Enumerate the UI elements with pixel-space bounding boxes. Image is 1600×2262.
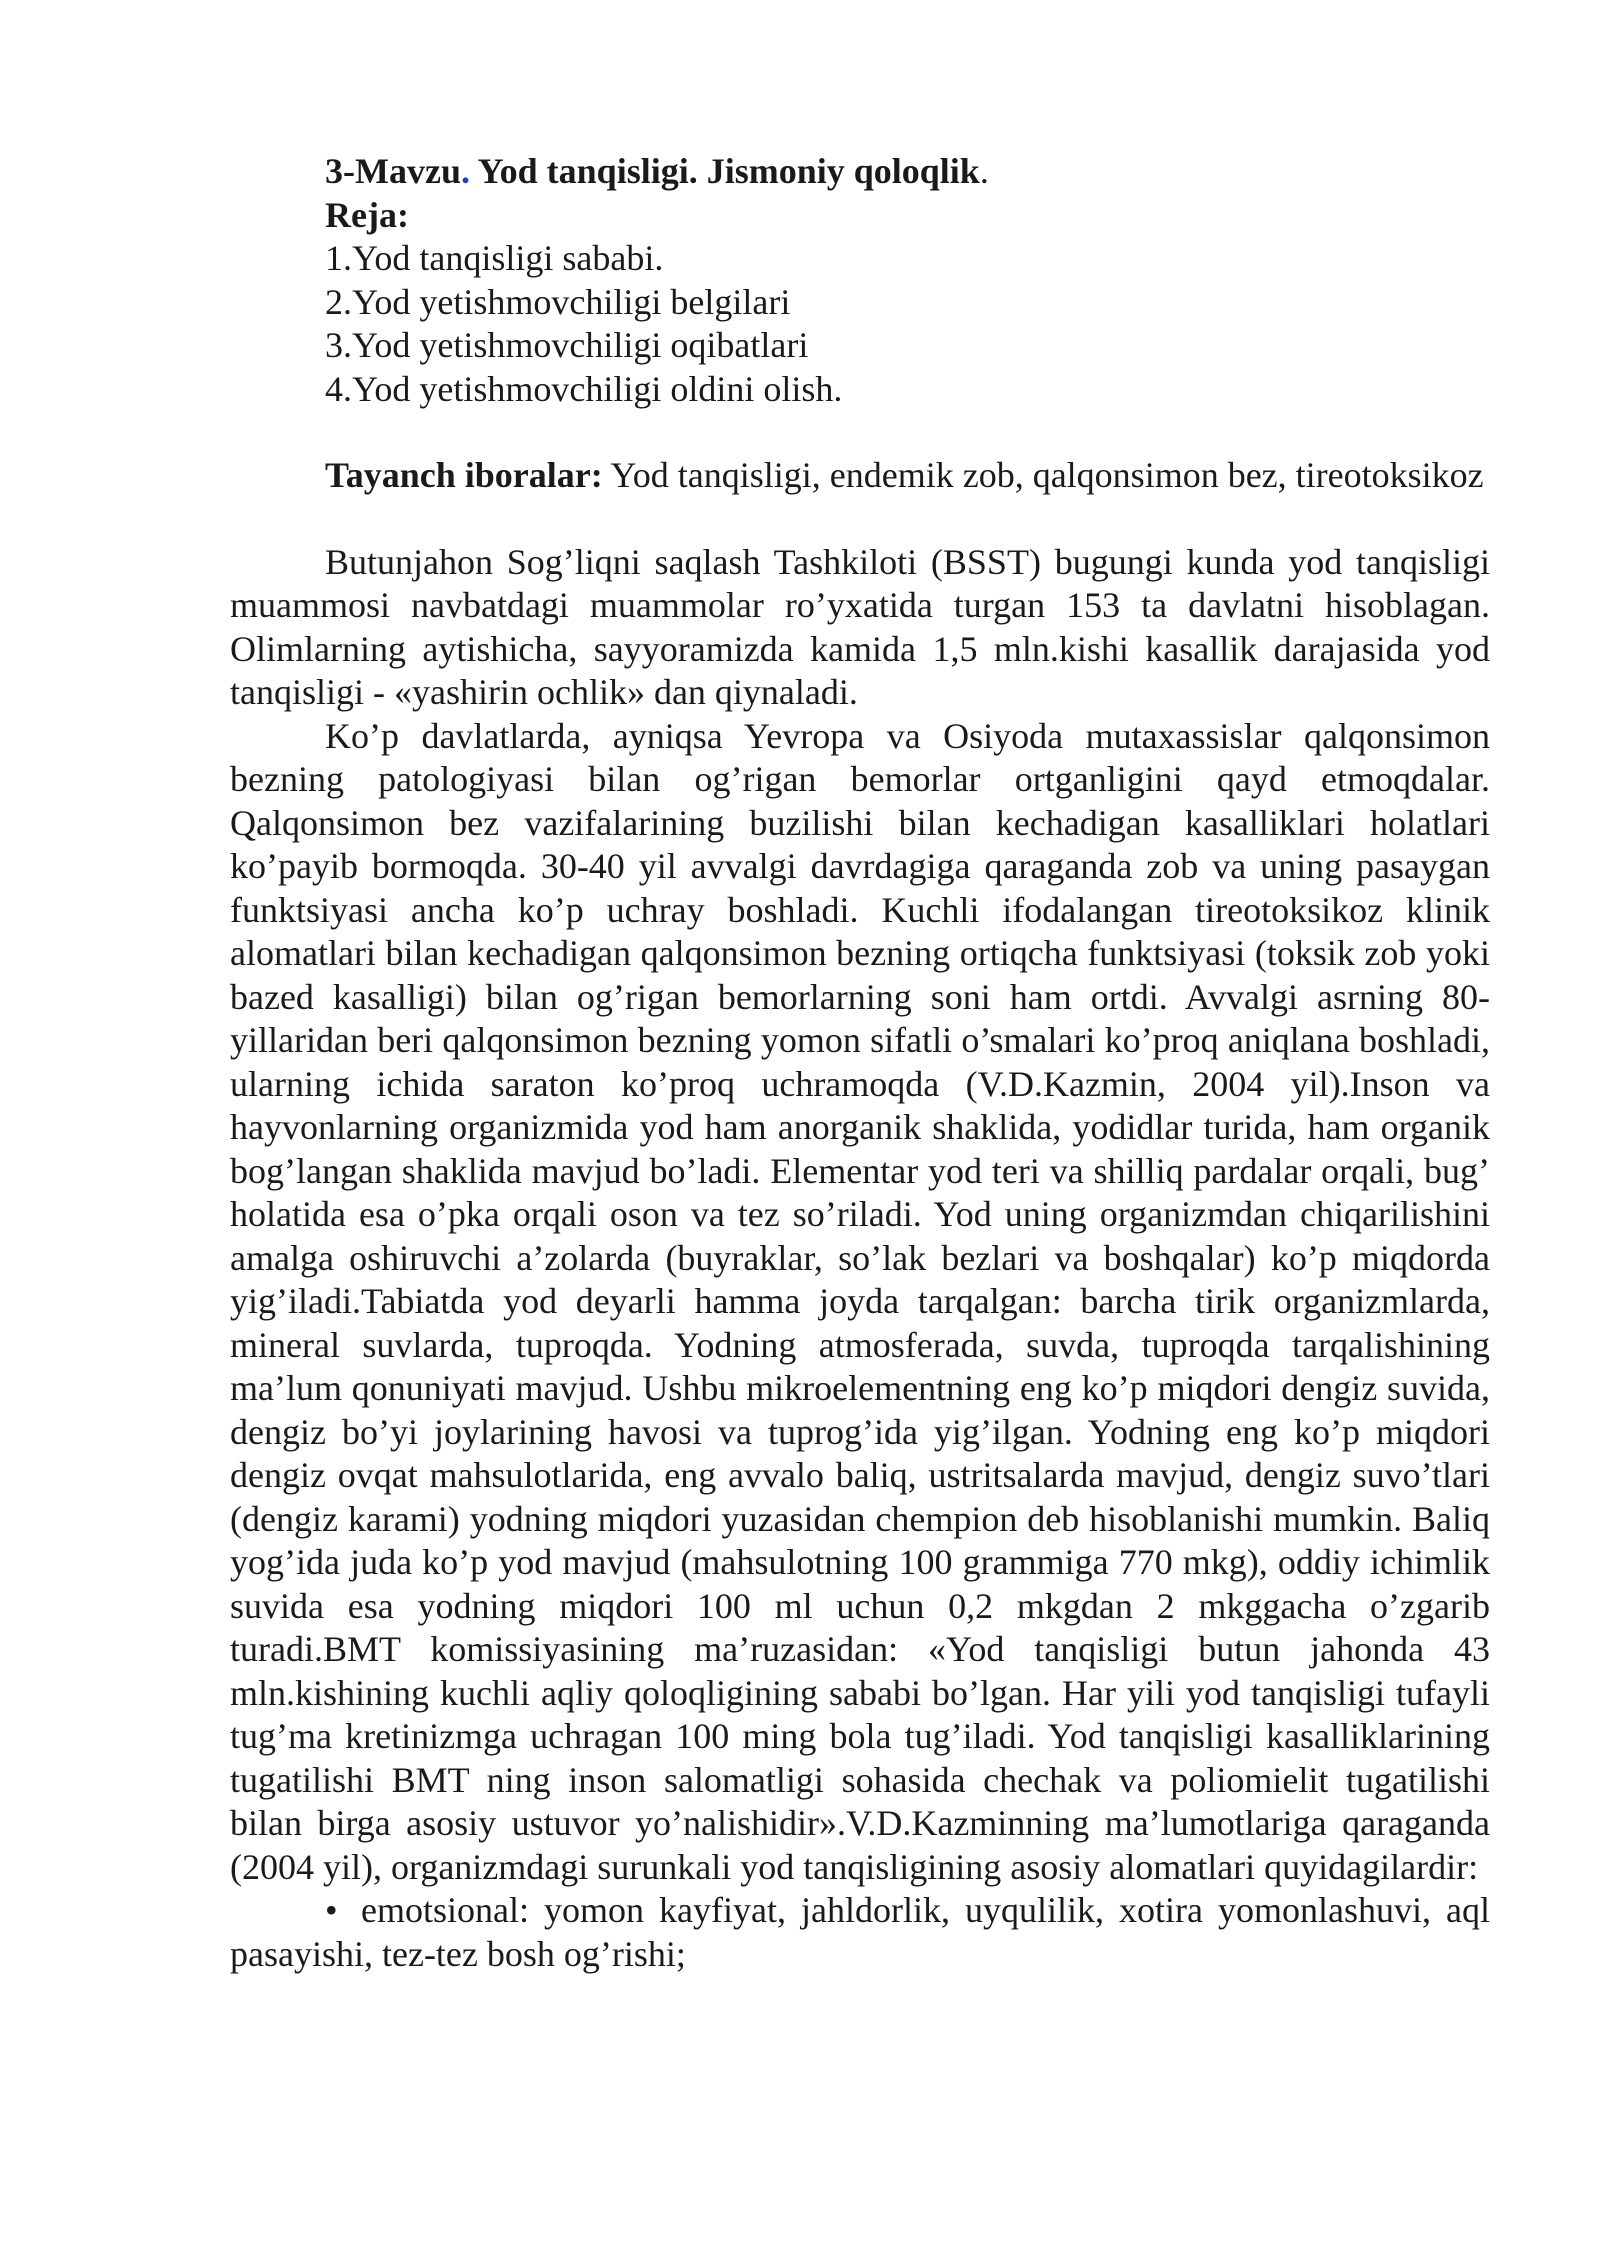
bullet-text: emotsional: yomon kayfiyat, jahldorlik, uyqulilik, xotira yomonlashuvi, aql pasayishi, tez-tez bosh og’rishi; <box>230 1890 1490 1974</box>
body-paragraph: Butunjahon Sog’liqni saqlash Tashkiloti (BSST) bugungi kunda yod tanqisligi muammosi navbatdagi muammolar ro’yxatida turgan 153 ta davlatni hisoblagan. Olimlarning aytishicha, sayyoramizda kamida 1,5 mln.kishi kasallik darajasida yod tanqisligi - «yashirin ochlik» dan qiynaladi. <box>230 541 1490 712</box>
plan-item: 4.Yod yetishmovchiligi oldini olish. <box>325 368 843 409</box>
plan-title: Reja: <box>325 194 409 235</box>
plan-item: 2.Yod yetishmovchiligi belgilari <box>325 281 791 322</box>
bullet-mark: • <box>325 1890 338 1930</box>
topic-number: 3-Mavzu <box>325 151 461 191</box>
keywords-label: Tayanch iboralar: <box>325 455 603 495</box>
document-page <box>230 150 1490 1976</box>
spacer <box>230 498 1490 541</box>
bullet-item <box>230 1889 1490 1976</box>
keywords-text: Yod tanqisligi, endemik zob, qalqonsimon bez, tireotoksikoz <box>602 455 1484 495</box>
topic-end: . <box>979 151 989 191</box>
plan-item: 1.Yod tanqisligi sababi. <box>325 238 664 278</box>
topic-heading <box>325 150 1490 194</box>
plan-item: 3.Yod yetishmovchiligi oqibatlari <box>325 325 809 365</box>
spacer <box>230 411 1490 454</box>
keywords-paragraph <box>230 454 1490 498</box>
topic-dot: . <box>460 151 470 191</box>
topic-title: Yod tanqisligi. Jismoniy qoloqlik <box>469 151 980 191</box>
body-paragraph: Ko’p davlatlarda, ayniqsa Yevropa va Osiyoda mutaxassislar qalqonsimon bezning patologiyasi bilan og’rigan bemorlar ortganligini qayd etmoqdalar. Qalqonsimon bez vazifalarining buzilishi bilan kechadigan kasalliklari holatlari ko’payib bormoqda. 30-40 yil avvalgi davrdagiga qaraganda zob va uning pasaygan funktsiyasi ancha ko’p uchray boshladi. Kuchli ifodalangan tireotoksikoz klinik alomatlari bilan kechadigan qalqonsimon bezning ortiqcha funktsiyasi (toksik zob yoki bazed kasalligi) bilan og’rigan bemorlarning soni ham ortdi. Avvalgi asrning 80-yillaridan beri qalqonsimon bezning yomon sifatli o’smalari ko’proq aniqlana boshladi, ularning ichida saraton ko’proq uchramoqda (V.D.Kazmin, 2004 yil).Inson va hayvonlarning organizmida yod ham anorganik shaklida, yodidlar turida, ham organik bog’langan shaklida mavjud bo’ladi. Elementar yod teri va shilliq pardalar orqali, bug’ holatida esa o’pka orqali oson va tez so’riladi. Yod uning organizmdan chiqarilishini amalga oshiruvchi a’zolarda (buyraklar, so’lak bezlari va boshqalar) ko’p miqdorda yig’iladi.Tabiatda yod deyarli hamma joyda tarqalgan: barcha tirik organizmlarda, mineral suvlarda, tuproqda. Yodning atmosferada, suvda, tuproqda tarqalishining ma’lum qonuniyati mavjud. Ushbu mikroelementning eng ko’p miqdori dengiz suvida, dengiz bo’yi joylarining havosi va tuprog’ida yig’ilgan. Yodning eng ko’p miqdori dengiz ovqat mahsulotlarida, eng avvalo baliq, ustritsalarda mavjud, dengiz suvo’tlari (dengiz karami) yodning miqdori yuzasidan chempion deb hisoblanishi mumkin. Baliq yog’ida juda ko’p yod mavjud (mahsulotning 100 grammiga 770 mkg), oddiy ichimlik suvida esa yodning miqdori 100 ml uchun 0,2 mkgdan 2 mkggacha o’zgarib turadi.BMT komissiyasining ma’ruzasidan: «Yod tanqisligi butun jahonda 43 mln.kishining kuchli aqliy qoloqligining sababi bo’lgan. Har yili yod tanqisligi tufayli tug’ma kretinizmga uchragan 100 ming bola tug’iladi. Yod tanqisligi kasalliklarining tugatilishi BMT ning inson salomatligi sohasida chechak va poliomielit tugatilishi bilan birga asosiy ustuvor yo’nalishidir».V.D.Kazminning ma’lumotlariga qaraganda (2004 yil), organizmdagi surunkali yod tanqisligining asosiy alomatlari quyidagilardir: <box>230 715 1490 1887</box>
